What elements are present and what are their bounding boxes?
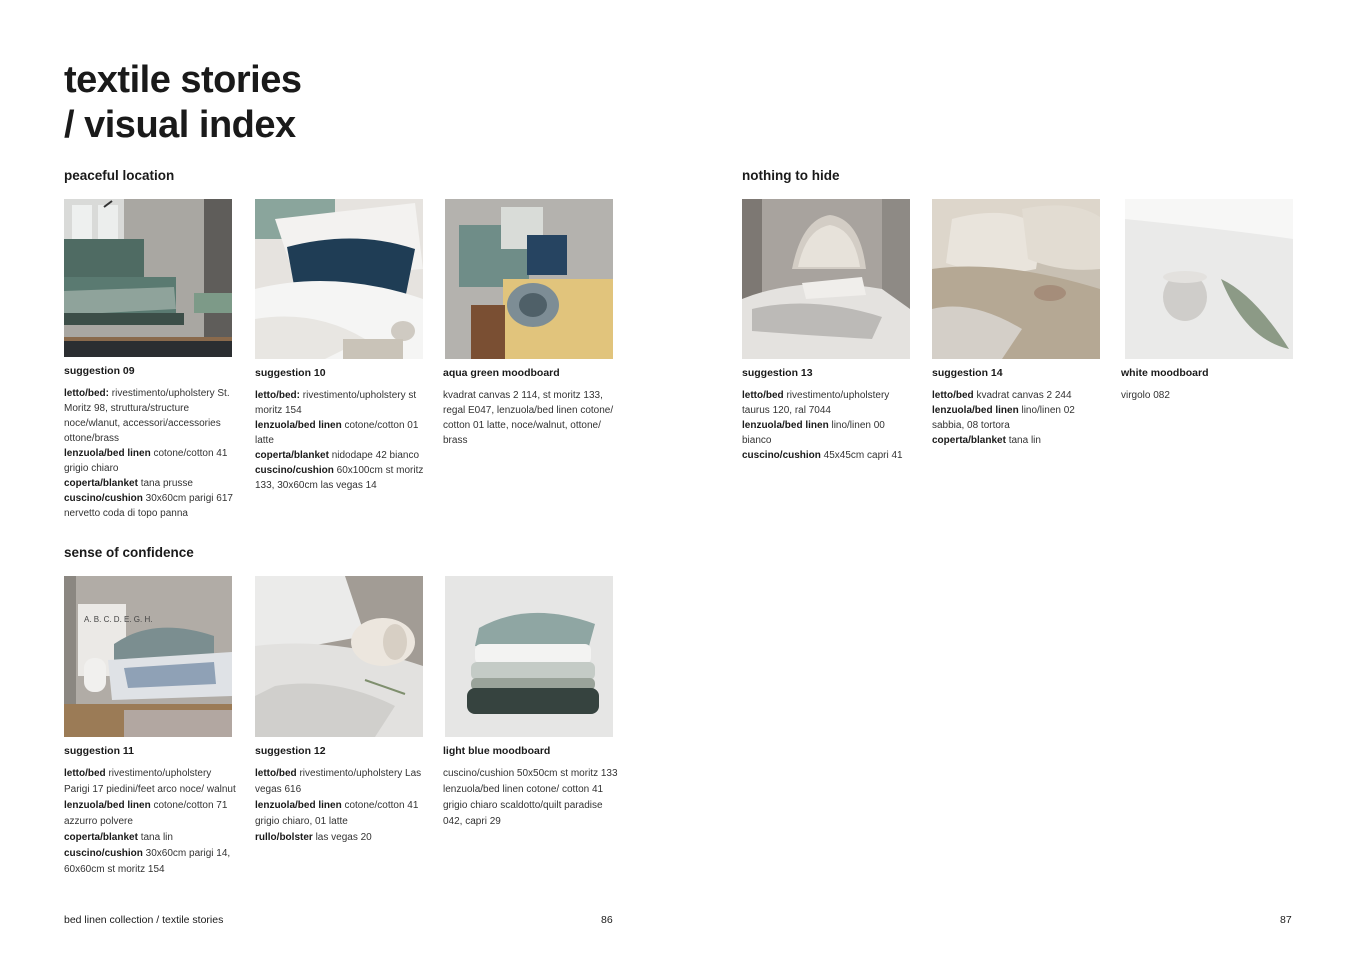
- s12-label-0: letto/bed: [255, 768, 297, 779]
- caption-aqua-green-moodboard: aqua green moodboard: [443, 367, 560, 379]
- card-suggestion-11: [64, 576, 236, 878]
- page-number-left: 86: [601, 914, 613, 926]
- caption-white-moodboard: white moodboard: [1121, 367, 1209, 379]
- s12-label-1: lenzuola/bed linen: [255, 800, 342, 811]
- card-light-blue-moodboard: [443, 576, 623, 830]
- description-suggestion-12: [255, 766, 427, 846]
- s14-text-1: lino/linen 02 sabbia, 08 tortora: [932, 405, 1075, 431]
- s13-text-1: lino/linen 00 bianco: [742, 420, 885, 446]
- s11-text-0: rivestimento/upholstery Parigi 17 piedini/feet arco noce/ walnut: [64, 768, 236, 795]
- s12-text-2: las vegas 20: [312, 832, 372, 843]
- description-light-blue-moodboard: cuscino/cushion 50x50cm st moritz 133 lenzuola/bed linen cotone/ cotton 41 grigio chiaro scaldotto/quilt paradise 042, capri 29: [443, 768, 618, 827]
- s13-label-0: letto/bed: [742, 390, 784, 401]
- s11-text-1: cotone/cotton 71 azzurro polvere: [64, 800, 228, 827]
- s10-text-2: nidodape 42 bianco: [328, 450, 419, 461]
- card-suggestion-10: [255, 199, 427, 493]
- caption-light-blue-moodboard: light blue moodboard: [443, 745, 551, 757]
- card-suggestion-09: [64, 199, 236, 521]
- card-suggestion-13: [742, 199, 914, 463]
- s13-text-2: 45x45cm capri 41: [820, 450, 903, 461]
- s14-label-1: lenzuola/bed linen: [932, 405, 1019, 416]
- photo-suggestion-12: [255, 576, 423, 737]
- s14-label-0: letto/bed: [932, 390, 974, 401]
- s11-label-0: letto/bed: [64, 768, 106, 779]
- section-sense-of-confidence: sense of confidence: [64, 545, 194, 560]
- s11-label-1: lenzuola/bed linen: [64, 800, 151, 811]
- s11-label-2: coperta/blanket: [64, 832, 138, 843]
- s09-text-3: 30x60cm parigi 617 nervetto coda di topo panna: [64, 493, 233, 519]
- s12-text-1: cotone/cotton 41 grigio chiaro, 01 latte: [255, 800, 419, 827]
- photo-aqua-green-moodboard: [445, 199, 613, 359]
- s14-label-2: coperta/blanket: [932, 435, 1006, 446]
- s10-label-2: coperta/blanket: [255, 450, 329, 461]
- s14-text-0: kvadrat canvas 2 244: [973, 390, 1072, 401]
- s12-label-2: rullo/bolster: [255, 832, 313, 843]
- s09-text-2: tana prusse: [137, 478, 193, 489]
- s09-label-1: lenzuola/bed linen: [64, 448, 151, 459]
- s13-label-1: lenzuola/bed linen: [742, 420, 829, 431]
- description-white-moodboard: virgolo 082: [1121, 390, 1170, 401]
- s09-label-2: coperta/blanket: [64, 478, 138, 489]
- s13-text-0: rivestimento/upholstery taurus 120, ral 7044: [742, 390, 890, 416]
- description-suggestion-14: [932, 388, 1104, 448]
- s14-text-2: tana lin: [1005, 435, 1041, 446]
- photo-suggestion-09: [64, 199, 232, 357]
- photo-suggestion-13: [742, 199, 910, 359]
- s09-text-0: rivestimento/upholstery St. Moritz 98, struttura/structure noce/wlanut, accessori/accessories ottone/brass: [64, 388, 230, 444]
- page-number-right: 87: [1280, 914, 1292, 926]
- s11-text-2: tana lin: [137, 832, 173, 843]
- s09-text-1: cotone/cotton 41 grigio chiaro: [64, 448, 228, 474]
- s12-text-0: rivestimento/upholstery Las vegas 616: [255, 768, 422, 795]
- description-suggestion-10: [255, 388, 427, 493]
- photo-suggestion-14: [932, 199, 1100, 359]
- section-nothing-to-hide: nothing to hide: [742, 168, 840, 183]
- s09-label-3: cuscino/cushion: [64, 493, 143, 504]
- photo-suggestion-10: [255, 199, 423, 359]
- s10-label-1: lenzuola/bed linen: [255, 420, 342, 431]
- description-suggestion-13: [742, 388, 914, 463]
- card-suggestion-14: [932, 199, 1104, 448]
- s13-label-2: cuscino/cushion: [742, 450, 821, 461]
- s10-text-0: rivestimento/upholstery st moritz 154: [255, 390, 417, 416]
- s11-text-3: 30x60cm parigi 14, 60x60cm st moritz 154: [64, 848, 231, 875]
- description-suggestion-09: [64, 386, 236, 521]
- caption-suggestion-14: suggestion 14: [932, 367, 1003, 379]
- photo-white-moodboard: [1125, 199, 1293, 359]
- card-aqua-green-moodboard: [443, 199, 621, 448]
- photo-light-blue-moodboard: [445, 576, 613, 737]
- page-title: [64, 58, 302, 148]
- caption-suggestion-09: suggestion 09: [64, 365, 135, 377]
- description-suggestion-11: [64, 766, 236, 878]
- title-line-1: textile stories: [64, 59, 302, 101]
- section-peaceful-location: peaceful location: [64, 168, 175, 183]
- s10-label-3: cuscino/cushion: [255, 465, 334, 476]
- s09-label-0: letto/bed:: [64, 388, 109, 399]
- caption-suggestion-13: suggestion 13: [742, 367, 813, 379]
- caption-suggestion-10: suggestion 10: [255, 367, 326, 379]
- photo-suggestion-11: [64, 576, 232, 737]
- card-white-moodboard: [1121, 199, 1297, 403]
- caption-suggestion-11: suggestion 11: [64, 745, 135, 757]
- s10-text-3: 60x100cm st moritz 133, 30x60cm las vegas 14: [255, 465, 424, 491]
- s10-text-1: cotone/cotton 01 latte: [255, 420, 419, 446]
- description-aqua-green-moodboard: kvadrat canvas 2 114, st moritz 133, regal E047, lenzuola/bed linen cotone/ cotton 01 latte, noce/walnut, ottone/ brass: [443, 390, 614, 446]
- caption-suggestion-12: suggestion 12: [255, 745, 326, 757]
- card-suggestion-12: [255, 576, 427, 846]
- s11-label-3: cuscino/cushion: [64, 848, 143, 859]
- footer-collection-label: bed linen collection / textile stories: [64, 914, 224, 926]
- poster-letters: A. B. C. D. E. G. H.: [84, 615, 153, 624]
- title-line-2: / visual index: [64, 104, 296, 146]
- s10-label-0: letto/bed:: [255, 390, 300, 401]
